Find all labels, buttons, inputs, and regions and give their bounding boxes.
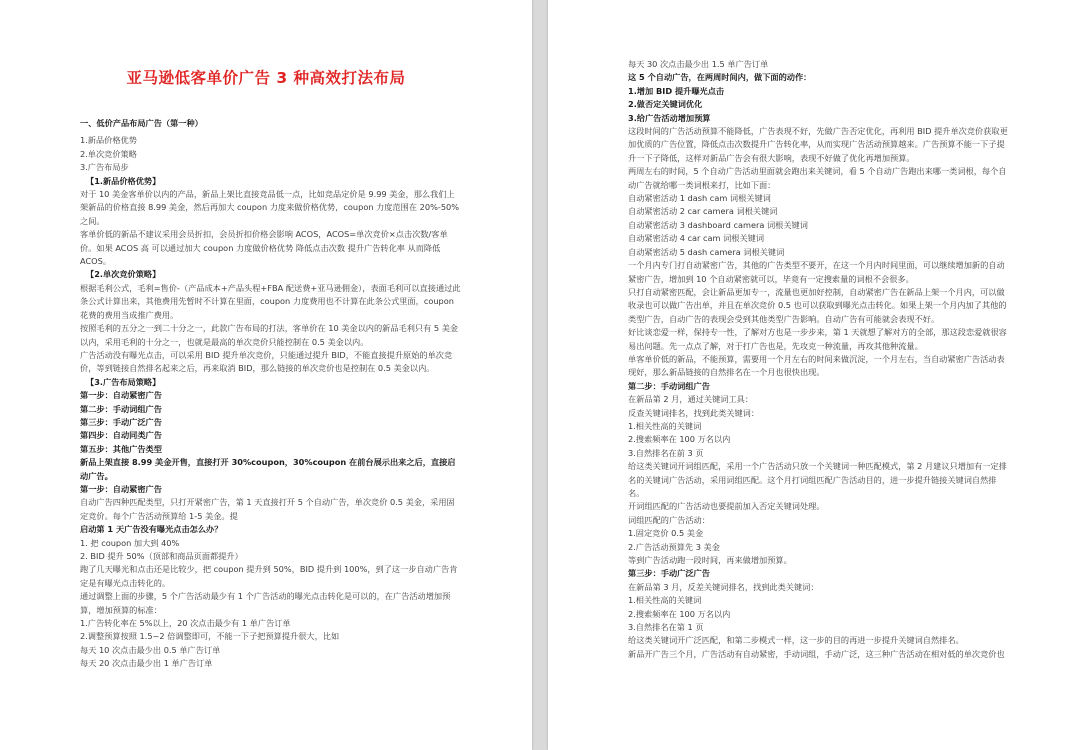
text-line: 根据毛利公式，毛利=售价-（产品成本+产品头程+FBA 配送费+亚马逊佣金），表面毛利可以直接通过此条公式计算出来，其他费用先暂时不计算在里面，coupon 力度费用也不计算在此条公式里面，coupon 花费的费用当成推广费用。 (80, 282, 461, 320)
text-line: 2. BID 提升 50%（顶部和商品页面都提升） (80, 551, 243, 561)
text-line: 1.相关性高的关键词 (628, 595, 702, 606)
text-line: 按照毛利的五分之一到二十分之一，此款广告布局的打法，客单价在 10 美金以内的新品毛利只有 5 美金以内，采用毛利的十分之一，也就是最高的单次竞价只能控制在 0.5 美金以内。 (80, 323, 459, 347)
text-line: 2.搜索频率在 100 万名以内 (628, 608, 731, 619)
text-line: 2.调整预算按照 1.5~2 倍调整即可，不能一下子把预算提升很大，比如 (80, 631, 340, 642)
text-line: 一、低价产品布局广告（第一种） (80, 118, 203, 128)
text-line: 在新品第 3 月，反差关键词排名，找到此类关键词： (628, 581, 819, 592)
text-line: 等到广告活动跑一段时间，再来做增加预算。 (628, 555, 792, 566)
text-line: 广告活动没有曝光点击，可以采用 BID 提升单次竞价，只能通过提升 BID，不能直接提升原始的单次竞价，等到链接自然排名起来之后，再来取消 BID，那么链接的单次竞价也是控制在 0.5 美金以内。 (80, 349, 453, 374)
text-line: 第三步：手动广泛广告 (80, 416, 162, 427)
text-line: 第四步：自动同类广告 (80, 430, 162, 441)
text-line: 【3.广告布局策略】 (86, 376, 161, 387)
text-line: 1.增加 BID 提升曝光点击 (628, 85, 725, 96)
text-line: 1.固定竞价 0.5 美金 (628, 528, 704, 539)
text-line: 好比谈恋爱一样，保持专一性，了解对方也是一步步来，第 1 天就想了解对方的全部，那这段恋爱就很容易出问题。先一点点了解，对于打广告也是，先攻克一种流量，再攻其他种流量。 (628, 327, 1007, 351)
text-line: 每天 30 次点击最少出 1.5 单广告订单 (628, 59, 769, 69)
text-line: 自动紧密活动 2 car camera 词根关键词 (628, 206, 778, 217)
text-line: 通过调整上面的步骤，5 个广告活动最少有 1 个广告活动的曝光点击转化是可以的，在广告活动增加预算，增加预算的标准： (80, 591, 451, 615)
text-line: 1.相关性高的关键词 (628, 420, 702, 431)
text-line: 2.搜索频率在 100 万名以内 (628, 434, 731, 445)
document-page-left (0, 0, 532, 750)
text-line: 给这类关键词开词组匹配，采用一个广告活动只放一个关键词一种匹配模式，第 2 月建议只增加有一定排名的关键词广告活动，采用词组匹配。这个月打词组匹配广告活动目的，进一步提升链接关键词自然排名。 (628, 461, 1007, 498)
page-left-content (80, 117, 462, 671)
text-line: 3.自然排名在前 3 页 (628, 447, 704, 458)
text-line: 每天 20 次点击最少出 1 单广告订单 (80, 658, 213, 669)
text-line: 每天 10 次点击最少出 0.5 单广告订单 (80, 644, 221, 655)
text-line: 在新品第 2 月，通过关键词工具： (628, 394, 754, 405)
text-line: 2.广告活动预算先 3 美金 (628, 541, 720, 552)
text-line: 3.自然排名在第 1 页 (628, 622, 704, 633)
text-line: 对于 10 美金客单价以内的产品，新品上架比直接竞品低一点，比如竞品定价是 9.99 美金，那么我们上架新品的价格直接 8.99 美金，然后再加大 coupon 力度来做价格优势，coupon 力度范围在 20%-50%之间。 (80, 189, 460, 226)
text-line: 1. 把 coupon 加大到 40% (80, 537, 180, 548)
text-line: 两周左右的时间，5 个自动广告活动里面就会跑出来关键词，看 5 个自动广告跑出来哪一类词根，每个自动广告就给哪一类词根来打，比如下面： (628, 166, 1007, 190)
text-line: 只打自动紧密匹配，会让新品更加专一，流量也更加好控制，自动紧密广告在新品上架一个月内，可以做收录也可以做广告出单，并且在单次竞价 0.5 也可以获取到曝光点击转化。如果上架一个月内加了其他的类型广告，自动广告的表现会受到其他类型广告影响。自动广告有可能就会表现不好。 (628, 286, 1007, 324)
text-line: 第二步：手动词组广告 (80, 403, 162, 414)
text-line: 第一步：自动紧密广告 (80, 390, 162, 401)
text-line: 反查关键词排名，找到此类关键词： (628, 407, 760, 418)
text-line: 客单价低的新品不建议采用会员折扣，会员折扣价格会影响 ACOS，ACOS=单次竞价×点击次数/客单价。如果 ACOS 高 可以通过加大 coupon 力度做价格优势 降低点击次数 提升广告转化率 从而降低 ACOS。 (80, 229, 448, 267)
document-page-right (548, 0, 1080, 750)
text-line: 单客单价低的新品，不能预算，需要用一个月左右的时间来做沉淀，一个月左右，当自动紧密广告活动表现好，那么新品链接的自然排名在一个月也很快出现。 (628, 353, 1005, 378)
document-title: 亚马逊低客单价广告 3 种高效打法布局 (126, 69, 406, 87)
text-line: 1.广告转化率在 5%以上，20 次点击最少有 1 单广告订单 (80, 618, 291, 629)
text-line: 给这类关键词开广泛匹配，和第二步模式一样，这一步的目的再进一步提升关键词自然排名。 (628, 635, 964, 646)
text-line: 【1.新品价格优势】 (86, 175, 161, 186)
text-line: 2.做否定关键词优化 (628, 99, 703, 110)
text-line: 这段时间的广告活动预算不能降低，广告表现不好，先做广告否定优化，再利用 BID 提升单次竞价获取更加优质的广告位置，降低点击次数提升广告转化率，从而实现广告活动预算越来。广告预算不能一下子提升一下子降低，这样对新品广告会有很大影响，表现不好做了优化再增加预算。 (628, 126, 1008, 163)
page-right-content (628, 58, 1010, 661)
text-line: 开词组匹配的广告活动也要提前加入否定关键词处理。 (628, 501, 825, 512)
text-line: 1.新品价格优势 (80, 135, 137, 146)
text-line: 词组匹配的广告活动： (628, 514, 710, 525)
text-line: 自动紧密活动 5 dash camera 词根关键词 (628, 246, 785, 257)
text-line: 第二步：手动词组广告 (628, 380, 710, 391)
text-line: 这 5 个自动广告，在两周时间内，做下面的动作： (628, 72, 812, 83)
text-line: 第一步：自动紧密广告 (80, 483, 162, 494)
text-line: 新品开广告三个月，广告活动有自动紧密，手动词组，手动广泛，这三种广告活动在相对低的单次竞价也 (628, 648, 1005, 659)
text-line: 启动第 1 天广告没有曝光点击怎么办？ (80, 524, 223, 535)
text-line: 新品上架直接 8.99 美金开售，直接打开 30%coupon，30%coupon 在前台展示出来之后，直接启动广告。 (80, 457, 456, 481)
text-line: 【2.单次竞价策略】 (86, 269, 161, 280)
text-line: 自动紧密活动 1 dash cam 词根关键词 (628, 193, 771, 204)
text-line: 自动广告四种匹配类型，只打开紧密广告，第 1 天直接打开 5 个自动广告，单次竞价 0.5 美金，采用固定竞价。每个广告活动预算给 1-5 美金。提 (80, 497, 455, 521)
text-line: 3.给广告活动增加预算 (628, 112, 711, 123)
text-line: 自动紧密活动 3 dashboard camera 词根关键词 (628, 219, 808, 230)
text-line: 一个月内专门打自动紧密广告，其他的广告类型不要开，在这一个月内时间里面，可以继续增加新的自动紧密广告，增加到 10 个自动紧密就可以，毕竟有一定搜索量的词根不会很多。 (628, 260, 1005, 284)
text-line: 2.单次竞价策略 (80, 148, 137, 159)
text-line: 第三步：手动广泛广告 (628, 568, 710, 579)
text-line: 3.广告布局步 (80, 162, 129, 173)
text-line: 第五步：其他广告类型 (80, 443, 162, 454)
text-line: 跑了几天曝光和点击还是比较少，把 coupon 提升到 50%，BID 提升到 100%，到了这一步自动广告肯定是有曝光点击转化的。 (80, 564, 458, 588)
text-line: 自动紧密活动 4 car cam 词根关键词 (628, 233, 765, 244)
